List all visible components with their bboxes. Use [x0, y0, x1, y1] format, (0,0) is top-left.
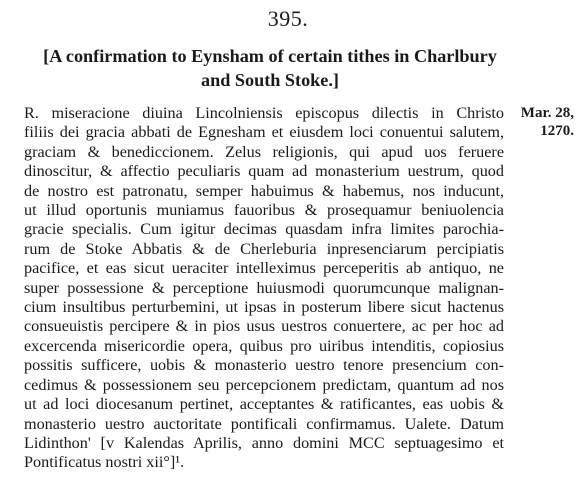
text-line: rum de Stoke Abbatis & de Cherleburia inpresenciarum percipiatis [24, 239, 504, 258]
text-line: dinoscitur, & affectio peculiaris quam ad monasterium uestrum, quod [24, 162, 504, 181]
text-line: gracie specialis. Cum igitur decimas quasdam infra limites parochia- [24, 220, 504, 239]
text-line: cium insultibus perturbemini, ut ipsas in posterum libere sicut hactenus [24, 298, 504, 317]
text-line: consueuistis percipere & in pios usus uestros conuertere, ac per hoc ad [24, 317, 504, 336]
heading-line-2: and South Stoke.] [201, 70, 339, 90]
text-line: possitis sufficere, uobis & monasterio uestro tenore presencium con- [24, 356, 504, 375]
text-line: Lidinthon' [v Kalendas Aprilis, anno domini MCC septuagesimo et [24, 433, 504, 452]
margin-date [510, 104, 574, 140]
heading-line-1: [A confirmation to Eynsham of certain tithes in Charlbury [43, 46, 497, 66]
text-line: monasterio uestro auctoritate pontificali confirmamus. Ualete. Datum [24, 414, 504, 433]
text-line: Pontificatus nostri xii°]¹. [24, 453, 185, 472]
text-line: filiis dei gracia abbati de Egnesham et eiusdem loci conuentui salutem, [24, 123, 504, 142]
text-line: de nostro est patronatu, semper habuimus & habemus, nos inducunt, [24, 181, 504, 200]
text-line: excercenda misericordie opera, quibus pro uiribus intenditis, copiosius [24, 336, 504, 355]
charter-text [24, 104, 504, 473]
text-line: ut ad loci diocesanum pertinet, acceptantes & ratificantes, eas uobis & [24, 395, 504, 414]
margin-date-day: Mar. 28, [520, 105, 574, 121]
text-line: cedimus & possessionem seu percepcionem predictam, quantum ad nos [24, 375, 504, 394]
text-line: graciam & benediccionem. Zelus religionis, qui apud uos feruere [24, 142, 504, 161]
text-line: ut illud oportunis muniamus fauoribus & prosequamur beniuolencia [24, 201, 504, 220]
text-line: super possessione & perceptione huiusmodi quorumcunque malignan- [24, 278, 504, 297]
text-line: pacifice, et eas sicut ueraciter intelleximus perceperitis ab antiquo, ne [24, 259, 504, 278]
text-line: R. miseracione diuina Lincolniensis episcopus dilectis in Christo [24, 104, 504, 122]
margin-date-year: 1270. [540, 123, 574, 139]
page-number: 395. [267, 6, 309, 31]
document-heading [10, 44, 530, 92]
